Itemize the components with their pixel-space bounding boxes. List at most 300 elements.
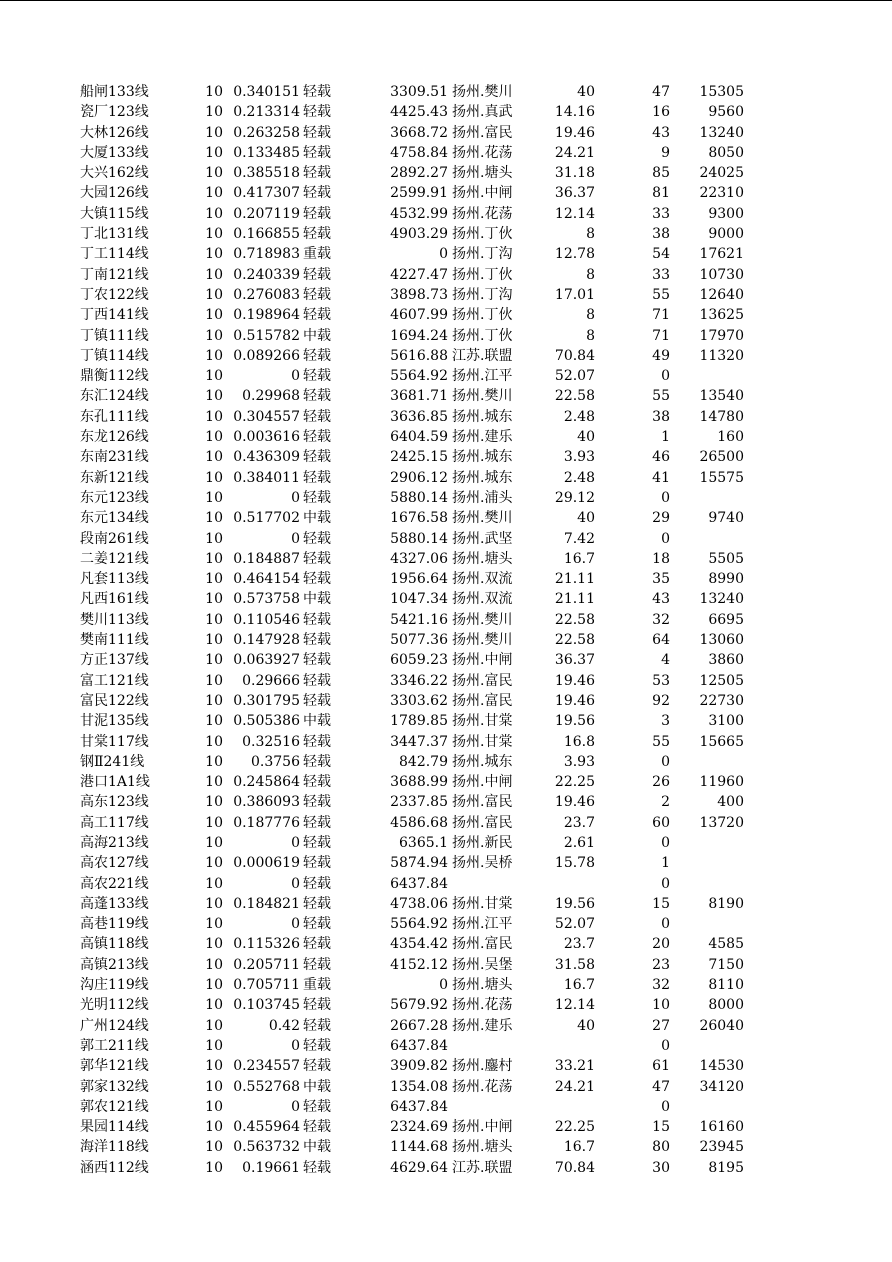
transformer-count-cell: 30 [652, 1159, 670, 1176]
table-row [0, 914, 892, 934]
transformer-count-cell: 0 [661, 489, 670, 506]
load-rate-cell: 0.063927 [233, 652, 300, 669]
load-status-cell: 中载 [303, 327, 331, 344]
voltage-cell: 10 [205, 1037, 223, 1054]
voltage-cell: 10 [205, 307, 223, 324]
capacity-margin-cell: 4629.64 [390, 1159, 448, 1176]
capacity-margin-cell: 5077.36 [390, 632, 448, 649]
line-length-cell: 22.58 [554, 611, 595, 628]
line-length-cell: 15.78 [554, 855, 595, 872]
capacity-margin-cell: 2425.15 [390, 449, 448, 466]
transformer-count-cell: 0 [661, 916, 670, 933]
line-name-cell: 高蓬133线 [80, 895, 149, 912]
transformer-count-cell: 26 [652, 774, 670, 791]
substation-cell: 扬州.塘头 [452, 1139, 513, 1156]
capacity-margin-cell: 5874.94 [390, 855, 448, 872]
capacity-margin-cell: 4738.06 [390, 895, 448, 912]
load-rate-cell: 0.234557 [233, 1058, 300, 1075]
load-status-cell: 轻载 [303, 368, 331, 385]
voltage-cell: 10 [205, 794, 223, 811]
load-rate-cell: 0.3756 [251, 753, 300, 770]
line-length-cell: 2.48 [563, 408, 595, 425]
table-row [0, 427, 892, 447]
load-rate-cell: 0.003616 [233, 429, 300, 446]
load-status-cell: 轻载 [303, 1159, 331, 1176]
voltage-cell: 10 [205, 469, 223, 486]
table-row [0, 975, 892, 995]
line-name-cell: 丁北131线 [80, 226, 149, 243]
load-status-cell: 轻载 [303, 124, 331, 141]
capacity-cell: 16160 [699, 1119, 744, 1136]
line-length-cell: 40 [577, 84, 595, 100]
table-row [0, 650, 892, 670]
line-name-cell: 高东123线 [80, 794, 149, 811]
load-status-cell: 轻载 [303, 571, 331, 588]
capacity-cell: 26040 [699, 1017, 744, 1034]
capacity-cell: 13625 [699, 307, 744, 324]
substation-cell: 扬州.江平 [452, 916, 513, 933]
substation-cell: 扬州.富民 [452, 672, 513, 689]
capacity-margin-cell: 0 [439, 977, 448, 994]
line-name-cell: 二姜121线 [80, 550, 149, 567]
substation-cell: 扬州.富民 [452, 124, 513, 141]
voltage-cell: 10 [205, 124, 223, 141]
capacity-cell: 15575 [699, 469, 744, 486]
substation-cell: 扬州.樊川 [452, 510, 513, 527]
line-name-cell: 船闸133线 [80, 84, 149, 100]
line-length-cell: 52.07 [554, 916, 595, 933]
load-rate-cell: 0.198964 [233, 307, 300, 324]
line-length-cell: 3.93 [563, 753, 595, 770]
line-name-cell: 光明112线 [80, 997, 149, 1014]
line-name-cell: 大林126线 [80, 124, 149, 141]
transformer-count-cell: 0 [661, 530, 670, 547]
transformer-count-cell: 80 [652, 1139, 670, 1156]
load-rate-cell: 0.563732 [233, 1139, 300, 1156]
load-status-cell: 轻载 [303, 1017, 331, 1034]
transformer-count-cell: 15 [652, 895, 670, 912]
load-status-cell: 轻载 [303, 469, 331, 486]
voltage-cell: 10 [205, 429, 223, 446]
table-row [0, 123, 892, 143]
load-rate-cell: 0.340151 [233, 84, 300, 100]
transformer-count-cell: 55 [652, 388, 670, 405]
load-rate-cell: 0.147928 [233, 632, 300, 649]
line-name-cell: 钢Ⅱ241线 [80, 753, 145, 770]
line-length-cell: 12.14 [554, 997, 595, 1014]
table-row [0, 183, 892, 203]
voltage-cell: 10 [205, 368, 223, 385]
spreadsheet-table [0, 82, 892, 1178]
load-rate-cell: 0 [291, 489, 300, 506]
capacity-margin-cell: 3346.22 [390, 672, 448, 689]
substation-cell: 扬州.富民 [452, 936, 513, 953]
substation-cell: 扬州.建乐 [452, 1017, 513, 1034]
capacity-cell: 11320 [699, 347, 744, 364]
voltage-cell: 10 [205, 753, 223, 770]
load-status-cell: 轻载 [303, 429, 331, 446]
transformer-count-cell: 38 [652, 226, 670, 243]
substation-cell: 扬州.双流 [452, 591, 513, 608]
load-status-cell: 轻载 [303, 794, 331, 811]
capacity-margin-cell: 1676.58 [390, 510, 448, 527]
line-name-cell: 丁镇114线 [80, 347, 149, 364]
line-length-cell: 12.78 [554, 246, 595, 263]
capacity-margin-cell: 842.79 [399, 753, 448, 770]
capacity-margin-cell: 1144.68 [390, 1139, 448, 1156]
transformer-count-cell: 0 [661, 875, 670, 892]
capacity-margin-cell: 3309.51 [390, 84, 448, 100]
load-rate-cell: 0.184887 [233, 550, 300, 567]
line-length-cell: 40 [577, 510, 595, 527]
line-name-cell: 段南261线 [80, 530, 149, 547]
capacity-margin-cell: 6059.23 [390, 652, 448, 669]
line-name-cell: 方正137线 [80, 652, 149, 669]
table-row [0, 326, 892, 346]
table-row [0, 102, 892, 122]
voltage-cell: 10 [205, 1159, 223, 1176]
capacity-cell: 13720 [699, 814, 744, 831]
substation-cell: 扬州.富民 [452, 814, 513, 831]
line-length-cell: 22.58 [554, 388, 595, 405]
load-rate-cell: 0.705711 [233, 977, 300, 994]
load-rate-cell: 0.184821 [233, 895, 300, 912]
line-length-cell: 36.37 [554, 185, 595, 202]
transformer-count-cell: 0 [661, 1098, 670, 1115]
table-row [0, 874, 892, 894]
transformer-count-cell: 15 [652, 1119, 670, 1136]
load-status-cell: 轻载 [303, 875, 331, 892]
load-rate-cell: 0.552768 [233, 1078, 300, 1095]
substation-cell: 扬州.真武 [452, 104, 513, 121]
transformer-count-cell: 0 [661, 753, 670, 770]
line-length-cell: 23.7 [563, 814, 595, 831]
load-rate-cell: 0.505386 [233, 713, 300, 730]
voltage-cell: 10 [205, 875, 223, 892]
load-status-cell: 轻载 [303, 997, 331, 1014]
line-length-cell: 24.21 [554, 1078, 595, 1095]
capacity-cell: 26500 [699, 449, 744, 466]
line-name-cell: 高巷119线 [80, 916, 149, 933]
voltage-cell: 10 [205, 327, 223, 344]
load-rate-cell: 0.166855 [233, 226, 300, 243]
table-row [0, 1137, 892, 1157]
load-rate-cell: 0.245864 [233, 774, 300, 791]
capacity-margin-cell: 4227.47 [390, 266, 448, 283]
load-rate-cell: 0.240339 [233, 266, 300, 283]
voltage-cell: 10 [205, 286, 223, 303]
table-row [0, 163, 892, 183]
capacity-cell: 11960 [699, 774, 744, 791]
load-rate-cell: 0.417307 [233, 185, 300, 202]
table-row [0, 752, 892, 772]
voltage-cell: 10 [205, 652, 223, 669]
substation-cell: 扬州.樊川 [452, 632, 513, 649]
line-length-cell: 8 [586, 327, 595, 344]
voltage-cell: 10 [205, 855, 223, 872]
transformer-count-cell: 43 [652, 591, 670, 608]
table-row [0, 447, 892, 467]
transformer-count-cell: 43 [652, 124, 670, 141]
line-length-cell: 52.07 [554, 368, 595, 385]
table-row [0, 82, 892, 102]
transformer-count-cell: 71 [652, 327, 670, 344]
load-rate-cell: 0.213314 [233, 104, 300, 121]
capacity-margin-cell: 4903.29 [390, 226, 448, 243]
capacity-cell: 12640 [699, 286, 744, 303]
capacity-margin-cell: 2337.85 [390, 794, 448, 811]
line-name-cell: 丁镇111线 [80, 327, 149, 344]
line-name-cell: 高海213线 [80, 834, 149, 851]
table-row [0, 955, 892, 975]
capacity-cell: 22310 [699, 185, 744, 202]
load-rate-cell: 0.187776 [233, 814, 300, 831]
line-name-cell: 丁南121线 [80, 266, 149, 283]
transformer-count-cell: 85 [652, 165, 670, 182]
voltage-cell: 10 [205, 530, 223, 547]
load-rate-cell: 0.573758 [233, 591, 300, 608]
voltage-cell: 10 [205, 266, 223, 283]
transformer-count-cell: 16 [652, 104, 670, 121]
line-length-cell: 2.61 [563, 834, 595, 851]
load-status-cell: 轻载 [303, 266, 331, 283]
line-length-cell: 21.11 [554, 591, 595, 608]
voltage-cell: 10 [205, 834, 223, 851]
load-status-cell: 轻载 [303, 652, 331, 669]
capacity-margin-cell: 4586.68 [390, 814, 448, 831]
table-row [0, 732, 892, 752]
load-status-cell: 轻载 [303, 895, 331, 912]
line-name-cell: 高农221线 [80, 875, 149, 892]
line-name-cell: 果园114线 [80, 1119, 149, 1136]
table-row [0, 1056, 892, 1076]
transformer-count-cell: 18 [652, 550, 670, 567]
line-name-cell: 富民122线 [80, 692, 149, 709]
table-row [0, 691, 892, 711]
voltage-cell: 10 [205, 733, 223, 750]
line-name-cell: 郭工211线 [80, 1037, 149, 1054]
line-name-cell: 樊川113线 [80, 611, 149, 628]
line-name-cell: 大园126线 [80, 185, 149, 202]
transformer-count-cell: 64 [652, 632, 670, 649]
table-row [0, 792, 892, 812]
capacity-cell: 9560 [708, 104, 744, 121]
line-length-cell: 31.58 [554, 956, 595, 973]
table-row [0, 407, 892, 427]
voltage-cell: 10 [205, 347, 223, 364]
load-status-cell: 轻载 [303, 205, 331, 222]
substation-cell: 扬州.新民 [452, 834, 513, 851]
substation-cell: 扬州.丁伙 [452, 266, 513, 283]
line-length-cell: 7.42 [563, 530, 595, 547]
voltage-cell: 10 [205, 692, 223, 709]
table-row [0, 143, 892, 163]
substation-cell: 扬州.中闸 [452, 774, 513, 791]
line-length-cell: 16.7 [563, 977, 595, 994]
voltage-cell: 10 [205, 1078, 223, 1095]
capacity-margin-cell: 4425.43 [390, 104, 448, 121]
load-status-cell: 轻载 [303, 855, 331, 872]
capacity-margin-cell: 3688.99 [390, 774, 448, 791]
load-status-cell: 轻载 [303, 347, 331, 364]
table-row [0, 671, 892, 691]
line-length-cell: 22.25 [554, 774, 595, 791]
capacity-cell: 6695 [708, 611, 744, 628]
line-name-cell: 郭华121线 [80, 1058, 149, 1075]
transformer-count-cell: 49 [652, 347, 670, 364]
substation-cell: 扬州.城东 [452, 449, 513, 466]
substation-cell: 扬州.丁伙 [452, 307, 513, 324]
load-status-cell: 轻载 [303, 611, 331, 628]
load-rate-cell: 0.29968 [242, 388, 300, 405]
table-row [0, 204, 892, 224]
substation-cell: 扬州.塘头 [452, 165, 513, 182]
transformer-count-cell: 92 [652, 692, 670, 709]
line-length-cell: 8 [586, 266, 595, 283]
line-name-cell: 富工121线 [80, 672, 149, 689]
transformer-count-cell: 60 [652, 814, 670, 831]
voltage-cell: 10 [205, 1139, 223, 1156]
substation-cell: 扬州.花荡 [452, 997, 513, 1014]
substation-cell: 扬州.甘棠 [452, 895, 513, 912]
voltage-cell: 10 [205, 226, 223, 243]
capacity-cell: 160 [717, 429, 744, 446]
load-status-cell: 轻载 [303, 408, 331, 425]
line-length-cell: 14.16 [554, 104, 595, 121]
line-name-cell: 沟庄119线 [80, 977, 149, 994]
table-row [0, 305, 892, 325]
voltage-cell: 10 [205, 997, 223, 1014]
transformer-count-cell: 29 [652, 510, 670, 527]
capacity-margin-cell: 1956.64 [390, 571, 448, 588]
voltage-cell: 10 [205, 591, 223, 608]
load-status-cell: 中载 [303, 510, 331, 527]
table-row [0, 346, 892, 366]
load-rate-cell: 0.455964 [233, 1119, 300, 1136]
capacity-margin-cell: 2324.69 [390, 1119, 448, 1136]
substation-cell: 扬州.丁伙 [452, 327, 513, 344]
capacity-cell: 17621 [699, 246, 744, 263]
voltage-cell: 10 [205, 104, 223, 121]
sheet-top-border [0, 0, 892, 1]
line-length-cell: 19.46 [554, 124, 595, 141]
line-length-cell: 12.14 [554, 205, 595, 222]
line-length-cell: 33.21 [554, 1058, 595, 1075]
capacity-margin-cell: 2599.91 [390, 185, 448, 202]
capacity-margin-cell: 4327.06 [390, 550, 448, 567]
line-name-cell: 东孔111线 [80, 408, 149, 425]
table-row [0, 610, 892, 630]
capacity-cell: 13540 [699, 388, 744, 405]
line-length-cell: 22.25 [554, 1119, 595, 1136]
line-name-cell: 郭农121线 [80, 1098, 149, 1115]
voltage-cell: 10 [205, 814, 223, 831]
capacity-margin-cell: 2892.27 [390, 165, 448, 182]
load-status-cell: 轻载 [303, 733, 331, 750]
capacity-margin-cell: 5880.14 [390, 530, 448, 547]
load-rate-cell: 0 [291, 1098, 300, 1115]
table-row [0, 894, 892, 914]
line-length-cell: 24.21 [554, 144, 595, 161]
capacity-cell: 13240 [699, 124, 744, 141]
line-length-cell: 29.12 [554, 489, 595, 506]
capacity-cell: 22730 [699, 692, 744, 709]
table-row [0, 813, 892, 833]
transformer-count-cell: 0 [661, 1037, 670, 1054]
transformer-count-cell: 20 [652, 936, 670, 953]
capacity-margin-cell: 4532.99 [390, 205, 448, 222]
substation-cell: 扬州.吴堡 [452, 956, 513, 973]
substation-cell: 扬州.塘头 [452, 977, 513, 994]
table-row [0, 1016, 892, 1036]
load-status-cell: 轻载 [303, 1119, 331, 1136]
voltage-cell: 10 [205, 510, 223, 527]
voltage-cell: 10 [205, 611, 223, 628]
transformer-count-cell: 38 [652, 408, 670, 425]
capacity-cell: 15665 [699, 733, 744, 750]
load-rate-cell: 0.718983 [233, 246, 300, 263]
voltage-cell: 10 [205, 672, 223, 689]
table-row [0, 1077, 892, 1097]
load-rate-cell: 0.517702 [233, 510, 300, 527]
load-rate-cell: 0.464154 [233, 571, 300, 588]
substation-cell: 扬州.富民 [452, 794, 513, 811]
voltage-cell: 10 [205, 408, 223, 425]
load-rate-cell: 0.089266 [233, 347, 300, 364]
voltage-cell: 10 [205, 550, 223, 567]
line-length-cell: 8 [586, 226, 595, 243]
line-length-cell: 70.84 [554, 1159, 595, 1176]
capacity-margin-cell: 2667.28 [390, 1017, 448, 1034]
voltage-cell: 10 [205, 165, 223, 182]
capacity-margin-cell: 3303.62 [390, 692, 448, 709]
table-row [0, 833, 892, 853]
load-status-cell: 中载 [303, 713, 331, 730]
transformer-count-cell: 47 [652, 84, 670, 100]
line-name-cell: 涵西112线 [80, 1159, 149, 1176]
voltage-cell: 10 [205, 84, 223, 100]
load-rate-cell: 0 [291, 368, 300, 385]
line-name-cell: 东元123线 [80, 489, 149, 506]
capacity-cell: 7150 [708, 956, 744, 973]
table-row [0, 630, 892, 650]
line-length-cell: 22.58 [554, 632, 595, 649]
transformer-count-cell: 35 [652, 571, 670, 588]
substation-cell: 扬州.花荡 [452, 144, 513, 161]
transformer-count-cell: 81 [652, 185, 670, 202]
substation-cell: 扬州.中闸 [452, 652, 513, 669]
load-status-cell: 轻载 [303, 632, 331, 649]
load-status-cell: 轻载 [303, 226, 331, 243]
capacity-margin-cell: 5616.88 [390, 347, 448, 364]
load-status-cell: 轻载 [303, 530, 331, 547]
table-row [0, 508, 892, 528]
capacity-cell: 9740 [708, 510, 744, 527]
capacity-cell: 8195 [708, 1159, 744, 1176]
transformer-count-cell: 4 [661, 652, 670, 669]
load-status-cell: 轻载 [303, 753, 331, 770]
load-status-cell: 轻载 [303, 956, 331, 973]
voltage-cell: 10 [205, 936, 223, 953]
table-row [0, 488, 892, 508]
load-status-cell: 轻载 [303, 489, 331, 506]
line-name-cell: 凡西161线 [80, 591, 149, 608]
capacity-cell: 8000 [708, 997, 744, 1014]
load-status-cell: 中载 [303, 1139, 331, 1156]
load-rate-cell: 0.304557 [233, 408, 300, 425]
transformer-count-cell: 47 [652, 1078, 670, 1095]
line-name-cell: 东元134线 [80, 510, 149, 527]
